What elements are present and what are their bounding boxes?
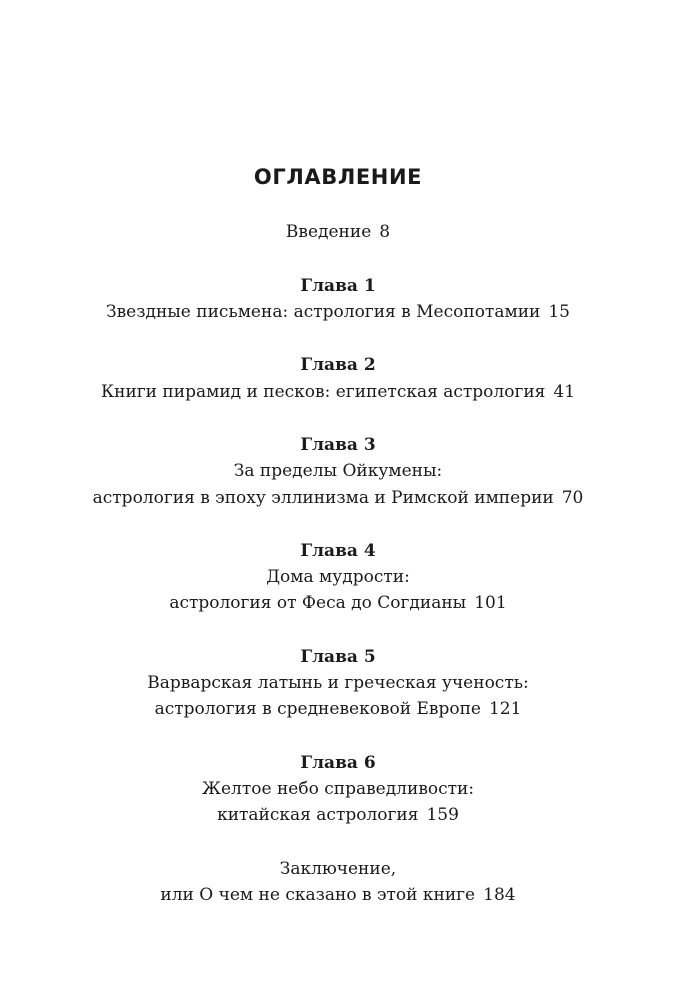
chapter-6-entry[interactable] — [0, 803, 676, 827]
conclusion-entry[interactable] — [0, 883, 676, 907]
conclusion-line2: или О чем не сказано в этой книге — [160, 885, 476, 905]
chapter-4-label: Глава 4 — [300, 541, 376, 561]
chapter-2-title: Книги пирамид и песков: египетская астрология — [100, 382, 546, 402]
chapter-2-entry[interactable] — [0, 380, 676, 404]
toc-intro-text: Введение — [285, 222, 372, 242]
chapter-5-label: Глава 5 — [300, 647, 376, 667]
chapter-3-label: Глава 3 — [300, 435, 376, 455]
chapter-6-title-line1[interactable]: Желтое небо справедливости: — [201, 779, 475, 799]
chapter-4-entry[interactable] — [0, 591, 676, 615]
chapter-1-entry[interactable] — [0, 300, 676, 324]
chapter-3-title-line1[interactable]: За пределы Ойкумены: — [233, 461, 443, 481]
chapter-1-page: 15 — [548, 302, 570, 322]
chapter-1-title: Звездные письмена: астрология в Месопотамии — [105, 302, 541, 322]
chapter-6-title-line2: китайская астрология — [217, 805, 419, 825]
chapter-6-page: 159 — [426, 805, 459, 825]
chapter-2-label: Глава 2 — [300, 355, 376, 375]
chapter-5-title-line1[interactable]: Варварская латынь и греческая ученость: — [147, 673, 529, 693]
chapter-4-title-line1[interactable]: Дома мудрости: — [266, 567, 410, 587]
chapter-5-title-line2: астрология в средневековой Европе — [154, 699, 481, 719]
chapter-5-page: 121 — [488, 699, 522, 719]
toc-intro[interactable] — [0, 220, 676, 244]
chapter-4-page: 101 — [474, 593, 507, 613]
conclusion-page: 184 — [483, 885, 516, 905]
toc-title: ОГЛАВЛЕНИЕ — [253, 165, 423, 189]
chapter-3-page: 70 — [561, 488, 584, 508]
conclusion-line1[interactable]: Заключение, — [279, 859, 397, 879]
chapter-3-title-line2: астрология в эпоху эллинизма и Римской империи — [92, 488, 554, 508]
toc-intro-page: 8 — [379, 222, 391, 242]
chapter-5-entry[interactable] — [0, 697, 676, 721]
chapter-2-page: 41 — [553, 382, 576, 402]
chapter-4-title-line2: астрология от Феса до Согдианы — [169, 593, 467, 613]
chapter-3-entry[interactable] — [0, 486, 676, 510]
chapter-6-label: Глава 6 — [300, 753, 376, 773]
chapter-1-label: Глава 1 — [300, 276, 376, 296]
